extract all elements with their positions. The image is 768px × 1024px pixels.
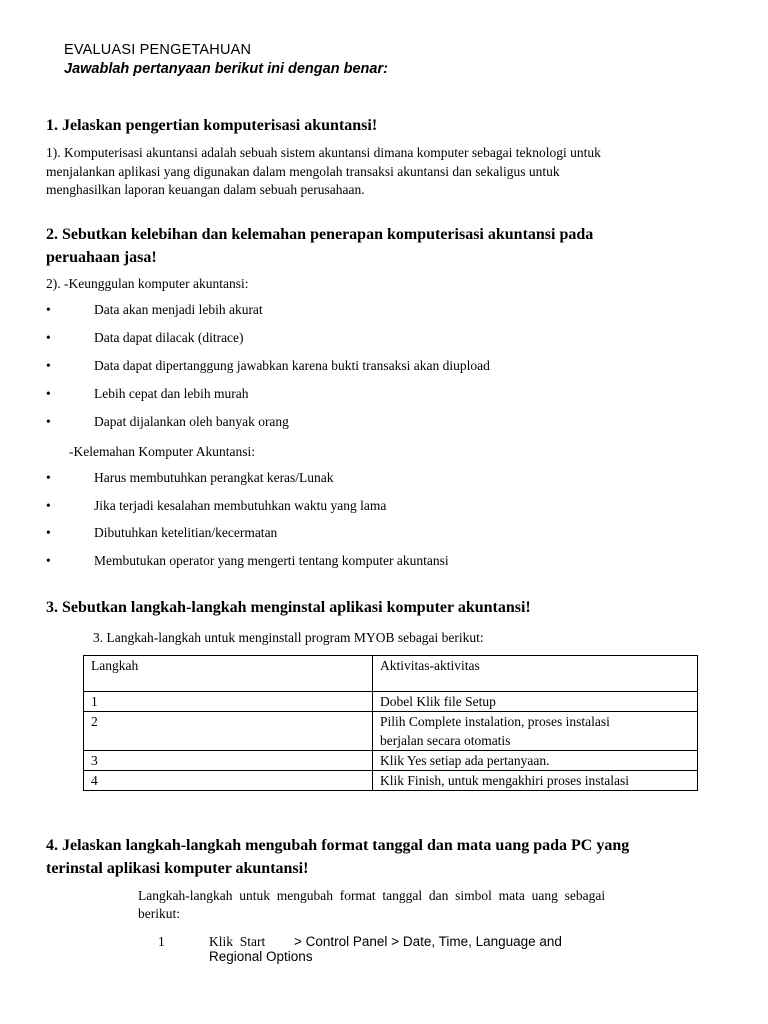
steps-intro: 3. Langkah-langkah untuk menginstall program MYOB sebagai berikut: bbox=[93, 630, 484, 645]
table-header-row bbox=[84, 656, 698, 692]
step-text: Regional Options bbox=[209, 949, 313, 964]
install-steps-table bbox=[83, 655, 698, 791]
bullet: • bbox=[46, 386, 51, 401]
table-row bbox=[84, 751, 698, 771]
page-subtitle: Jawablah pertanyaan berikut ini dengan benar: bbox=[64, 61, 388, 77]
step-number: 1 bbox=[158, 934, 165, 949]
advantage-item: Data dapat dilacak (ditrace) bbox=[94, 330, 244, 345]
advantages-label: 2). -Keunggulan komputer akuntansi: bbox=[46, 276, 249, 291]
q4-intro-line-1: Langkah-langkah untuk mengubah format tanggal dan simbol mata uang sebagai bbox=[138, 888, 606, 903]
answer-1-line-1: 1). Komputerisasi akuntansi adalah sebuah sistem akuntansi dimana komputer sebagai teknologi untuk bbox=[46, 145, 601, 160]
disadvantage-item: Jika terjadi kesalahan membutuhkan waktu yang lama bbox=[94, 498, 387, 513]
table-header-cell: Langkah bbox=[84, 656, 373, 692]
page-title: EVALUASI PENGETAHUAN bbox=[64, 42, 252, 58]
table-header-cell: Aktivitas-aktivitas bbox=[373, 656, 698, 692]
disadvantage-item: Harus membutuhkan perangkat keras/Lunak bbox=[94, 470, 334, 485]
bullet: • bbox=[46, 302, 51, 317]
bullet: • bbox=[46, 414, 51, 429]
table-cell: 2 bbox=[84, 712, 373, 751]
table-cell: Dobel Klik file Setup bbox=[373, 692, 698, 712]
step-text: > Control Panel > Date, Time, Language and bbox=[294, 934, 562, 949]
question-4-line-1: 4. Jelaskan langkah-langkah mengubah format tanggal dan mata uang pada PC yang bbox=[46, 837, 630, 854]
table-cell: 4 bbox=[84, 771, 373, 791]
bullet: • bbox=[46, 498, 51, 513]
answer-1-line-3: menghasilkan laporan keuangan dalam sebuah perusahaan. bbox=[46, 182, 365, 197]
table-row bbox=[84, 771, 698, 791]
advantage-item: Data akan menjadi lebih akurat bbox=[94, 302, 263, 317]
question-4-line-2: terinstal aplikasi komputer akuntansi! bbox=[46, 860, 309, 877]
question-2-line-2: peruahaan jasa! bbox=[46, 249, 157, 266]
question-3: 3. Sebutkan langkah-langkah menginstal aplikasi komputer akuntansi! bbox=[46, 599, 531, 616]
bullet: • bbox=[46, 525, 51, 540]
question-2-line-1: 2. Sebutkan kelebihan dan kelemahan penerapan komputerisasi akuntansi pada bbox=[46, 226, 594, 243]
q4-intro-line-2: berikut: bbox=[138, 906, 180, 921]
table-cell: 1 bbox=[84, 692, 373, 712]
question-1: 1. Jelaskan pengertian komputerisasi akuntansi! bbox=[46, 117, 378, 134]
bullet: • bbox=[46, 358, 51, 373]
table-cell-line: Pilih Complete instalation, proses instalasi bbox=[380, 714, 610, 729]
bullet: • bbox=[46, 470, 51, 485]
table-row bbox=[84, 712, 698, 751]
table-cell: Klik Yes setiap ada pertanyaan. bbox=[373, 751, 698, 771]
disadvantage-item: Dibutuhkan ketelitian/kecermatan bbox=[94, 525, 278, 540]
disadvantages-label: -Kelemahan Komputer Akuntansi: bbox=[69, 444, 255, 459]
table-cell: Klik Finish, untuk mengakhiri proses instalasi bbox=[373, 771, 698, 791]
disadvantage-item: Membutukan operator yang mengerti tentang komputer akuntansi bbox=[94, 553, 449, 568]
bullet: • bbox=[46, 330, 51, 345]
step-text: Klik Start bbox=[209, 934, 266, 949]
answer-1-line-2: menjalankan aplikasi yang digunakan dalam mengolah transaksi akuntansi dan sekaligus untuk bbox=[46, 164, 560, 179]
advantage-item: Data dapat dipertanggung jawabkan karena bukti transaksi akan diupload bbox=[94, 358, 490, 373]
advantage-item: Lebih cepat dan lebih murah bbox=[94, 386, 249, 401]
table-cell bbox=[373, 712, 698, 751]
table-cell: 3 bbox=[84, 751, 373, 771]
table-cell-line: berjalan secara otomatis bbox=[380, 733, 511, 748]
bullet: • bbox=[46, 553, 51, 568]
advantage-item: Dapat dijalankan oleh banyak orang bbox=[94, 414, 289, 429]
table-row bbox=[84, 692, 698, 712]
